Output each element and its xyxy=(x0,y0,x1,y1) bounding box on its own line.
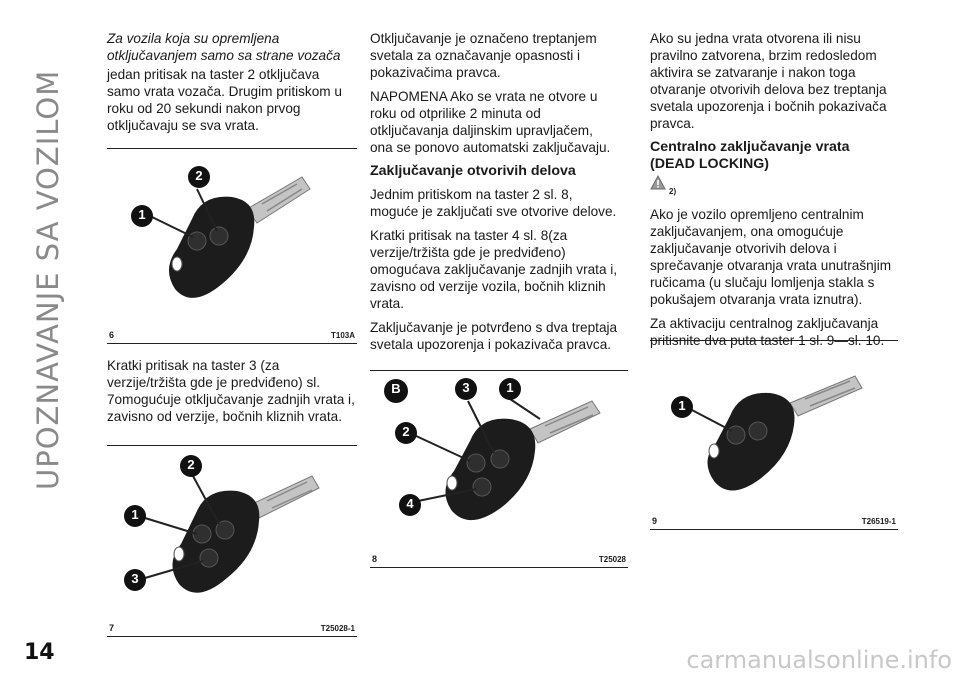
key-fob-illustration xyxy=(107,446,357,636)
paragraph: Ako je vozilo opremljeno centralnim zaključavanjem, ona omogućuje zaključavanje otvorivih delova i sprečavanje otvaranja vrata unutrašnjim ručicama (u slučaju lomljenja stakla s pokušajem otvaranja vrata iznutra). xyxy=(650,207,892,307)
column-2 xyxy=(370,30,618,360)
key-fob-illustration xyxy=(370,371,628,567)
paragraph: Za aktivaciju centralnog zaključavanja pritisnite dva puta taster 1 sl. 9—sl. 10. xyxy=(650,316,885,348)
callout-2: 2 xyxy=(187,457,195,472)
figure-code: T103A xyxy=(330,331,355,340)
figure-number: 7 xyxy=(109,623,115,633)
subheading-line-2: otključavanjem samo sa strane vozača xyxy=(107,48,341,63)
figure-number: 8 xyxy=(372,554,378,564)
figure-7 xyxy=(107,445,357,637)
figure-9 xyxy=(650,340,898,530)
callout-1: 1 xyxy=(678,398,686,413)
callout-3: 3 xyxy=(462,380,470,395)
figure-code: T25028 xyxy=(598,555,626,564)
figure-6 xyxy=(107,148,357,344)
watermark: carmanualsonline.info xyxy=(686,646,952,674)
warning-number: 2) xyxy=(669,187,677,196)
column-3 xyxy=(650,30,898,356)
page-number: 14 xyxy=(24,640,55,665)
paragraph: Kratki pritisak na taster 4 sl. 8(za verzije/tržišta gde je predviđeno) omogućava zaključavanje zadnjih vrata i, zavisno od verzije vozila, bočnih kliznih vrata. xyxy=(370,228,618,311)
callout-2: 2 xyxy=(195,168,203,183)
figure-8 xyxy=(370,370,628,568)
figure-code: T26519-1 xyxy=(861,517,896,526)
callout-B: B xyxy=(391,381,401,396)
column-1-lower xyxy=(107,357,355,432)
figure-number: 6 xyxy=(109,330,115,340)
callout-1: 1 xyxy=(138,207,146,222)
subheading-line-1: Za vozila koja su opremljena xyxy=(107,31,280,46)
callout-2: 2 xyxy=(402,424,410,439)
paragraph: Otključavanje je označeno treptanjem svetala za označavanje opasnosti i pokazivačima pravca. xyxy=(370,31,597,80)
callout-1: 1 xyxy=(131,507,139,522)
paragraph: NAPOMENA Ako se vrata ne otvore u roku od otprilike 2 minuta od otključavanja daljinskim upravljačem, ona se ponovo automatski zaključavaju. xyxy=(370,89,611,155)
key-fob-illustration xyxy=(650,341,898,529)
warning-reference xyxy=(650,175,898,200)
paragraph: Kratki pritisak na taster 3 (za verzije/tržišta gde je predviđeno) sl. 7omogućuje otključavanje zadnjih vrata i, zavisno od verzije, bočnih kliznih vrata. xyxy=(107,358,355,424)
column-1 xyxy=(107,30,355,141)
key-fob-illustration xyxy=(107,149,357,343)
section-heading: Centralno zaključavanje vrata (DEAD LOCKING) xyxy=(650,139,850,172)
paragraph: Jednim pritiskom na taster 2 sl. 8, moguće je zaključati sve otvorive delove. xyxy=(370,187,617,219)
paragraph: Zaključavanje je potvrđeno s dva treptaja svetala upozorenja i pokazivača pravca. xyxy=(370,320,618,352)
callout-4: 4 xyxy=(406,496,414,511)
callout-3: 3 xyxy=(131,571,139,586)
warning-triangle-icon xyxy=(650,175,666,190)
figure-number: 9 xyxy=(652,516,658,526)
callout-1: 1 xyxy=(506,380,514,395)
paragraph: jedan pritisak na taster 2 otključava samo vrata vozača. Drugim pritiskom u roku od 20 sekundi nakon prvog otključavaju se sva vrata. xyxy=(107,67,342,133)
figure-code: T25028-1 xyxy=(320,624,355,633)
section-heading: Zaključavanje otvorivih delova xyxy=(370,163,576,179)
paragraph: Ako su jedna vrata otvorena ili nisu pravilno zatvorena, brzim redosledom aktivira se zatvaranje i nakon toga otvaranje otvorivih delova bez treptanja svetala upozorenja i bočnih pokazivača pravca. xyxy=(650,31,887,131)
sidebar-section-title: UPOZNAVANJE SA VOZILOM xyxy=(31,69,65,490)
